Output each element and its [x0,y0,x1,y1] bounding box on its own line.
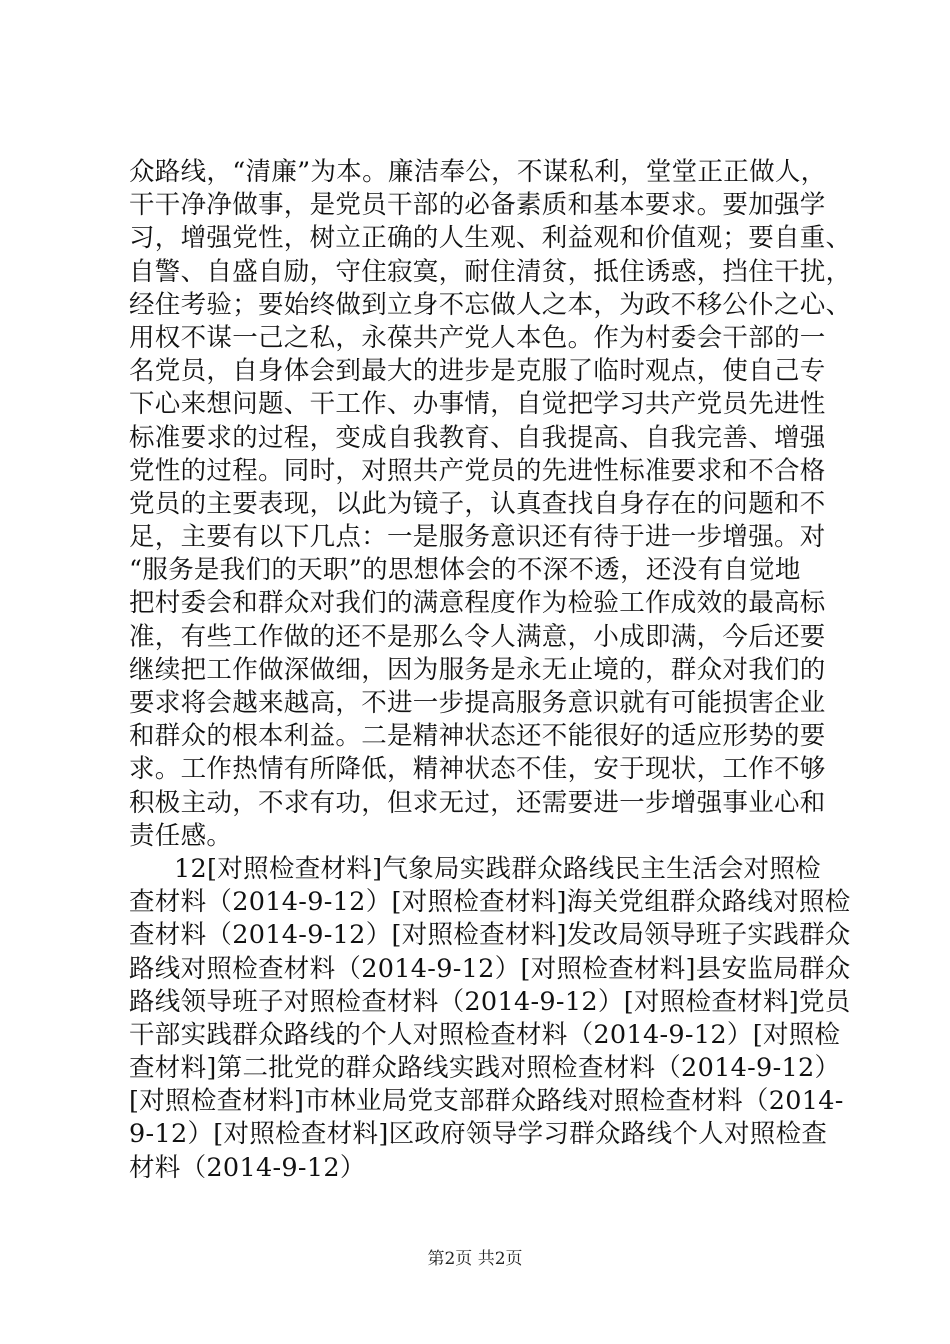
text-line: “服务是我们的天职”的思想体会的不深不透，还没有自觉地 [129,555,801,586]
paragraph-2 [129,853,851,1185]
text-line: 足，主要有以下几点：一是服务意识还有待于进一步增强。对 [129,522,826,553]
text-line: 查材料（2014-9-12）[对照检查材料]海关党组群众路线对照检 [129,887,851,918]
text-line: 名党员，自身体会到最大的进步是克服了临时观点，使自己专 [129,356,826,387]
text-line: 9-12）[对照检查材料]区政府领导学习群众路线个人对照检查 [129,1119,828,1150]
text-line: 责任感。 [129,820,233,851]
text-line: 查材料（2014-9-12）[对照检查材料]发改局领导班子实践群众 [129,920,851,951]
text-line: 和群众的根本利益。二是精神状态还不能很好的适应形势的要 [129,721,826,752]
text-line: 干部实践群众路线的个人对照检查材料（2014-9-12）[对照检 [129,1019,841,1050]
text-line: 路线领导班子对照检查材料（2014-9-12）[对照检查材料]党员 [129,986,851,1017]
text-line: 标准要求的过程，变成自我教育、自我提高、自我完善、增强 [129,422,826,453]
text-line: 党性的过程。同时，对照共产党员的先进性标准要求和不合格 [129,455,826,486]
text-line: 查材料]第二批党的群众路线实践对照检查材料（2014-9-12） [129,1053,841,1084]
text-line: 把村委会和群众对我们的满意程度作为检验工作成效的最高标 [129,588,826,619]
text-line: 路线对照检查材料（2014-9-12）[对照检查材料]县安监局群众 [129,953,851,984]
text-line: 下心来想问题、干工作、办事情，自觉把学习共产党员先进性 [129,389,826,420]
paragraph-1 [129,156,852,853]
document-body [129,156,852,1185]
text-line: 12[对照检查材料]气象局实践群众路线民主生活会对照检 [174,853,821,884]
text-line: 习，增强党性，树立正确的人生观、利益观和价值观；要自重、 [129,223,852,254]
text-line: 积极主动，不求有功，但求无过，还需要进一步增强事业心和 [129,787,826,818]
text-line: 继续把工作做深做细，因为服务是永无止境的，群众对我们的 [129,654,826,685]
text-line: 自警、自盛自励，守住寂寞，耐住清贫，抵住诱惑，挡住干扰， [129,256,852,287]
text-line: 准，有些工作做的还不是那么令人满意，小成即满，今后还要 [129,621,826,652]
text-line: 众路线，“清廉”为本。廉洁奉公，不谋私利，堂堂正正做人， [129,157,827,187]
text-line: 用权不谋一己之私，永葆共产党人本色。作为村委会干部的一 [129,322,826,353]
text-line: 材料（2014-9-12） [129,1152,366,1183]
text-line: 党员的主要表现，以此为镜子，认真查找自身存在的问题和不 [129,488,826,519]
text-line: 要求将会越来越高，不进一步提高服务意识就有可能损害企业 [129,688,826,718]
text-line: 干干净净做事，是党员干部的必备素质和基本要求。要加强学 [129,190,826,221]
page-number-footer: 第2页 共2页 [427,1249,523,1269]
text-line: [对照检查材料]市林业局党支部群众路线对照检查材料（2014- [129,1086,844,1117]
text-line: 求。工作热情有所降低，精神状态不佳，安于现状，工作不够 [129,754,826,785]
text-line: 经住考验；要始终做到立身不忘做人之本，为政不移公仆之心、 [129,289,852,320]
